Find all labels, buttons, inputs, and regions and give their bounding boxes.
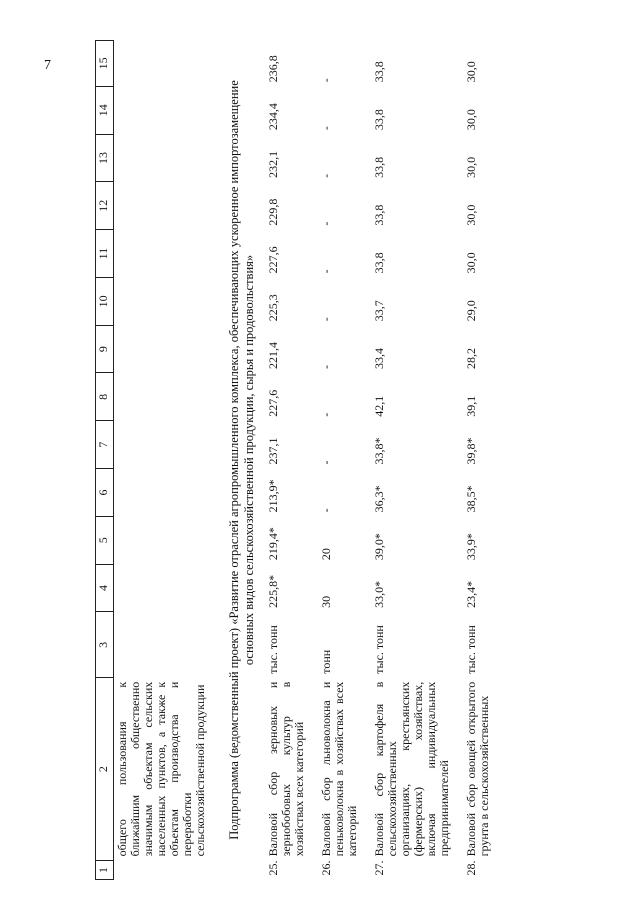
row-value: - — [319, 364, 333, 369]
row-value: 39,1 — [464, 395, 478, 417]
row-value: 229,8 — [266, 198, 280, 226]
subprogram-row — [209, 41, 265, 880]
row-value: - — [319, 412, 333, 417]
row-unit: тыс. тонн — [464, 625, 478, 674]
row-value: 221,4 — [266, 341, 280, 369]
header-cell: 11 — [96, 230, 114, 278]
header-cell: 14 — [96, 86, 114, 134]
row-value: 39,0* — [372, 533, 386, 561]
indicators-table — [95, 40, 493, 880]
row-value: 227,6 — [266, 389, 280, 417]
header-cell: 12 — [96, 182, 114, 230]
row-value: 234,4 — [266, 103, 280, 131]
header-row — [96, 41, 114, 880]
row-number: 26. — [319, 860, 333, 876]
row-description: Валовой сбор зерновых и зернобобовых культур в хозяйствах всех категорий — [266, 681, 306, 857]
header-cell: 8 — [96, 373, 114, 421]
row-unit: тонн — [319, 649, 333, 674]
subprogram-title: Подпрограмма (ведомственный проект) «Развитие отраслей агропромышленного комплекса, обеспечивающих ускоренное импортозамещение основных видов сельскохозяйственной продукции, сырья и продовольствия» — [227, 80, 256, 840]
row-value: - — [319, 126, 333, 131]
row-number: 25. — [266, 860, 280, 876]
header-cell: 4 — [96, 564, 114, 612]
rotated-table-area — [95, 40, 615, 880]
header-cell: 1 — [96, 860, 114, 879]
row-value: 33,8 — [372, 156, 386, 178]
header-cell: 3 — [96, 612, 114, 678]
header-cell: 6 — [96, 469, 114, 517]
header-cell: 15 — [96, 41, 114, 87]
row-value: 236,8 — [266, 55, 280, 83]
row-value: 33,0* — [372, 580, 386, 608]
row-value: 33,4 — [372, 347, 386, 369]
row-value: - — [319, 460, 333, 465]
row-value: 28,2 — [464, 347, 478, 369]
row-value: - — [319, 78, 333, 83]
row-value: 30,0 — [464, 252, 478, 274]
intro-description: общего пользования к ближайшим общественно значимым объектам сельских населенных пунктов, а также к объектам производства и переработки сельскохозяйственной продукции — [115, 681, 207, 857]
row-value: 39,8* — [464, 437, 478, 465]
header-cell: 5 — [96, 516, 114, 564]
row-value: 30,0 — [464, 109, 478, 131]
row-description: Валовой сбор льноволокна и пеньковолокна в хозяйствах всех категорий — [319, 681, 359, 857]
table-row — [308, 41, 361, 880]
header-cell: 7 — [96, 421, 114, 469]
page-number: 7 — [44, 58, 51, 73]
header-cell: 2 — [96, 678, 114, 861]
row-description: Валовой сбор картофеля в сельскохозяйственных организациях, крестьянских (фермерских) хозяйствах, включая индивидуальных предпринимателей — [372, 681, 451, 857]
row-value: 33,8 — [372, 109, 386, 131]
row-value: - — [319, 269, 333, 274]
row-number: 27. — [372, 860, 386, 876]
row-value: 36,3* — [372, 485, 386, 513]
row-value: - — [319, 508, 333, 513]
row-unit: тыс. тонн — [372, 625, 386, 674]
row-value: 225,8* — [266, 574, 280, 608]
header-cell: 9 — [96, 325, 114, 373]
row-value: 33,8* — [372, 437, 386, 465]
row-value: 213,9* — [266, 479, 280, 513]
header-cell: 10 — [96, 277, 114, 325]
table-row — [265, 41, 308, 880]
row-description: Валовой сбор овощей открытого грунта в сельскохозяйственных — [464, 681, 491, 857]
row-value: 30,0 — [464, 156, 478, 178]
row-value: - — [319, 173, 333, 178]
row-value: 29,0 — [464, 300, 478, 322]
table-row — [453, 41, 493, 880]
row-value: 33,9* — [464, 533, 478, 561]
header-cell: 13 — [96, 134, 114, 182]
row-value: 33,8 — [372, 61, 386, 83]
row-value: 30 — [319, 595, 333, 608]
row-value: 23,4* — [464, 580, 478, 608]
row-value: 225,3 — [266, 294, 280, 322]
row-value: - — [319, 221, 333, 226]
row-value: 30,0 — [464, 61, 478, 83]
row-value: 227,6 — [266, 246, 280, 274]
row-value: 33,8 — [372, 252, 386, 274]
row-value: 237,1 — [266, 437, 280, 465]
row-value: 38,5* — [464, 485, 478, 513]
row-value: 232,1 — [266, 150, 280, 178]
table-row-intro — [114, 41, 210, 880]
row-value: 20 — [319, 548, 333, 561]
row-value: 33,8 — [372, 204, 386, 226]
row-value: 33,7 — [372, 300, 386, 322]
row-value: 30,0 — [464, 204, 478, 226]
row-unit: тыс. тонн — [266, 625, 280, 674]
row-number: 28. — [464, 860, 478, 876]
row-value: - — [319, 317, 333, 322]
row-value: 219,4* — [266, 527, 280, 561]
table-row — [361, 41, 453, 880]
row-value: 42,1 — [372, 395, 386, 417]
